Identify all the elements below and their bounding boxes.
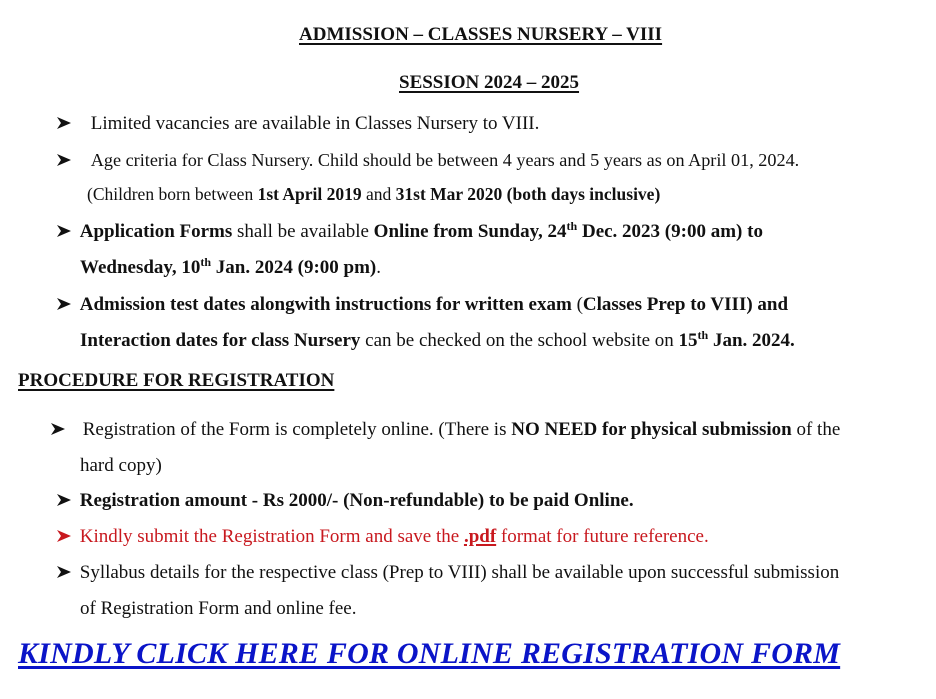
list-item <box>56 294 788 316</box>
list-item <box>56 526 709 548</box>
item-bold: Admission test dates alongwith instructions for written exam <box>79 294 572 315</box>
item-text: of the <box>791 419 841 440</box>
item-text: shall be available <box>232 221 374 242</box>
birth-end-date: 31st Mar 2020 (both days inclusive) <box>395 184 661 204</box>
registration-amount: Registration amount - Rs 2000/- (Non-refundable) to be paid Online. <box>79 490 634 511</box>
item-text: Age criteria for Class Nursery. Child should be between 4 years and 5 years as on April 01, 2024. <box>90 150 800 170</box>
arrowhead-bullet-icon <box>50 422 66 436</box>
item-continuation <box>80 330 795 352</box>
arrowhead-bullet-icon <box>56 529 72 543</box>
arrowhead-bullet-icon <box>56 297 72 311</box>
item-text: Syllabus details for the respective class (Prep to VIII) shall be available upon successful submission <box>79 562 840 583</box>
subtext-prefix: (Children born between <box>87 184 258 204</box>
item-text: Kindly submit the Registration Form and save the <box>79 526 464 547</box>
arrowhead-bullet-icon <box>56 116 72 130</box>
item-bold: Jan. 2024. <box>708 330 795 351</box>
session-title: SESSION 2024 – 2025 <box>399 72 580 93</box>
item-bold: Online from Sunday, 24 <box>373 221 567 242</box>
list-item <box>56 562 839 584</box>
arrowhead-bullet-icon <box>56 493 72 507</box>
subtext-mid: and <box>361 184 396 204</box>
item-bold: Dec. 2023 (9:00 am) to <box>577 221 763 242</box>
arrowhead-bullet-icon <box>56 565 72 579</box>
ordinal-suffix: th <box>566 219 578 233</box>
item-bold: Classes Prep to VIII) and <box>582 294 789 315</box>
item-subtext <box>87 183 660 205</box>
list-item <box>56 149 799 172</box>
page-title: ADMISSION – CLASSES NURSERY – VIII <box>299 24 663 45</box>
list-item <box>56 113 539 135</box>
item-bold: Wednesday, 10 <box>80 257 201 278</box>
item-text: Registration of the Form is completely online. (There is <box>82 419 512 440</box>
arrowhead-bullet-icon <box>56 224 72 238</box>
ordinal-suffix: th <box>697 328 709 342</box>
item-bold: Jan. 2024 (9:00 pm) <box>211 257 377 278</box>
item-continuation <box>80 257 381 279</box>
ordinal-suffix: th <box>200 255 212 269</box>
list-item <box>56 221 763 243</box>
arrowhead-bullet-icon <box>56 153 72 167</box>
item-text: ( <box>571 294 583 315</box>
item-bold: Interaction dates for class Nursery <box>80 330 361 351</box>
item-bold: Application Forms <box>79 221 233 242</box>
section-heading: PROCEDURE FOR REGISTRATION <box>18 370 335 391</box>
item-text: . <box>376 257 381 278</box>
pdf-link[interactable]: .pdf <box>463 526 497 547</box>
online-registration-form-link[interactable]: KINDLY CLICK HERE FOR ONLINE REGISTRATION FORM <box>18 637 841 670</box>
birth-start-date: 1st April 2019 <box>257 184 362 204</box>
item-text: can be checked on the school website on <box>360 330 679 351</box>
item-text: Limited vacancies are available in Classes Nursery to VIII. <box>90 113 540 134</box>
list-item <box>56 490 634 512</box>
item-continuation: of Registration Form and online fee. <box>80 598 357 619</box>
item-bold: 15 <box>678 330 698 351</box>
item-text: format for future reference. <box>496 526 709 547</box>
item-bold: NO NEED for physical submission <box>511 419 792 440</box>
item-continuation: hard copy) <box>80 455 162 476</box>
list-item <box>50 419 840 441</box>
